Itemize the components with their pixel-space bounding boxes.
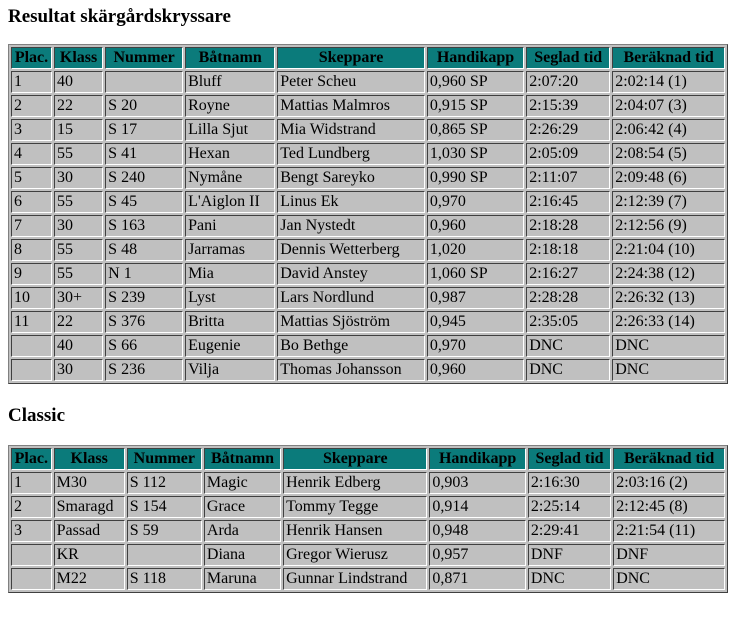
- cell-batnamn: Diana: [204, 544, 281, 566]
- cell-skeppare: Gunnar Lindstrand: [283, 568, 427, 590]
- cell-nummer: N 1: [105, 263, 183, 285]
- cell-plac: 7: [11, 215, 52, 237]
- results-table-skargardskryssare: [8, 44, 728, 384]
- column-header-plac: Plac.: [11, 47, 52, 69]
- cell-plac: 5: [11, 167, 52, 189]
- cell-seglad-tid: DNC: [526, 359, 610, 381]
- table-row: [11, 215, 725, 237]
- column-header-nummer: Nummer: [127, 448, 202, 470]
- cell-seglad-tid: 2:18:28: [526, 215, 610, 237]
- cell-beraknad-tid: DNC: [613, 568, 725, 590]
- cell-klass: 30+: [54, 287, 103, 309]
- table-row: [11, 119, 725, 141]
- cell-skeppare: Lars Nordlund: [277, 287, 425, 309]
- cell-skeppare: Mia Widstrand: [277, 119, 425, 141]
- cell-nummer: S 20: [105, 95, 183, 117]
- cell-handikapp: 0,960 SP: [427, 71, 524, 93]
- table-row: [11, 191, 725, 213]
- table-row: [11, 263, 725, 285]
- cell-handikapp: 0,948: [429, 520, 526, 542]
- cell-handikapp: 1,060 SP: [427, 263, 524, 285]
- results-table-classic: [8, 445, 728, 593]
- cell-handikapp: 0,914: [429, 496, 526, 518]
- cell-beraknad-tid: 2:02:14 (1): [612, 71, 725, 93]
- table-row: [11, 143, 725, 165]
- cell-batnamn: Royne: [185, 95, 275, 117]
- cell-nummer: S 376: [105, 311, 183, 333]
- cell-nummer: S 59: [127, 520, 202, 542]
- cell-beraknad-tid: 2:08:54 (5): [612, 143, 725, 165]
- cell-handikapp: 0,970: [427, 335, 524, 357]
- cell-seglad-tid: 2:16:27: [526, 263, 610, 285]
- cell-plac: [11, 544, 52, 566]
- cell-seglad-tid: DNC: [528, 568, 611, 590]
- cell-handikapp: 0,960: [427, 215, 524, 237]
- cell-seglad-tid: 2:25:14: [528, 496, 611, 518]
- cell-batnamn: Vilja: [185, 359, 275, 381]
- column-header-klass: Klass: [54, 47, 103, 69]
- column-header-seglad-tid: Seglad tid: [526, 47, 610, 69]
- cell-skeppare: Jan Nystedt: [277, 215, 425, 237]
- cell-plac: [11, 568, 52, 590]
- cell-plac: 1: [11, 71, 52, 93]
- table-row: [11, 287, 725, 309]
- cell-batnamn: Grace: [204, 496, 281, 518]
- table-row: [11, 472, 725, 494]
- cell-batnamn: Britta: [185, 311, 275, 333]
- cell-skeppare: Gregor Wierusz: [283, 544, 427, 566]
- cell-beraknad-tid: 2:09:48 (6): [612, 167, 725, 189]
- cell-plac: 1: [11, 472, 52, 494]
- cell-handikapp: 0,871: [429, 568, 526, 590]
- cell-skeppare: Peter Scheu: [277, 71, 425, 93]
- table-header-row: [11, 448, 725, 470]
- cell-plac: 3: [11, 520, 52, 542]
- cell-handikapp: 0,960: [427, 359, 524, 381]
- cell-klass: Smaragd: [54, 496, 125, 518]
- cell-seglad-tid: 2:16:30: [528, 472, 611, 494]
- cell-nummer: S 45: [105, 191, 183, 213]
- cell-beraknad-tid: 2:12:45 (8): [613, 496, 725, 518]
- cell-skeppare: David Anstey: [277, 263, 425, 285]
- cell-skeppare: Bo Bethge: [277, 335, 425, 357]
- cell-beraknad-tid: DNC: [612, 335, 725, 357]
- table-row: [11, 568, 725, 590]
- cell-klass: Passad: [54, 520, 125, 542]
- cell-nummer: S 163: [105, 215, 183, 237]
- cell-plac: 2: [11, 496, 52, 518]
- cell-klass: 30: [54, 167, 103, 189]
- cell-seglad-tid: 2:28:28: [526, 287, 610, 309]
- column-header-nummer: Nummer: [105, 47, 183, 69]
- cell-handikapp: 0,957: [429, 544, 526, 566]
- cell-beraknad-tid: DNF: [613, 544, 725, 566]
- column-header-seglad-tid: Seglad tid: [528, 448, 611, 470]
- cell-seglad-tid: DNC: [526, 335, 610, 357]
- cell-handikapp: 0,990 SP: [427, 167, 524, 189]
- cell-batnamn: Hexan: [185, 143, 275, 165]
- cell-plac: 11: [11, 311, 52, 333]
- cell-plac: 4: [11, 143, 52, 165]
- cell-plac: [11, 359, 52, 381]
- cell-klass: 15: [54, 119, 103, 141]
- cell-beraknad-tid: 2:26:33 (14): [612, 311, 725, 333]
- column-header-skeppare: Skeppare: [283, 448, 427, 470]
- cell-batnamn: L'Aiglon II: [185, 191, 275, 213]
- table-row: [11, 311, 725, 333]
- cell-nummer: S 41: [105, 143, 183, 165]
- column-header-plac: Plac.: [11, 448, 52, 470]
- cell-batnamn: Mia: [185, 263, 275, 285]
- column-header-handikapp: Handikapp: [429, 448, 526, 470]
- column-header-beraknad-tid: Beräknad tid: [613, 448, 725, 470]
- cell-batnamn: Nymåne: [185, 167, 275, 189]
- cell-klass: 22: [54, 311, 103, 333]
- cell-klass: 40: [54, 71, 103, 93]
- cell-skeppare: Henrik Hansen: [283, 520, 427, 542]
- cell-nummer: S 239: [105, 287, 183, 309]
- cell-klass: 30: [54, 359, 103, 381]
- cell-nummer: S 17: [105, 119, 183, 141]
- cell-beraknad-tid: DNC: [612, 359, 725, 381]
- cell-handikapp: 1,020: [427, 239, 524, 261]
- cell-handikapp: 0,945: [427, 311, 524, 333]
- cell-skeppare: Dennis Wetterberg: [277, 239, 425, 261]
- table-row: [11, 359, 725, 381]
- cell-skeppare: Ted Lundberg: [277, 143, 425, 165]
- cell-seglad-tid: 2:05:09: [526, 143, 610, 165]
- cell-klass: KR: [54, 544, 125, 566]
- cell-klass: 55: [54, 191, 103, 213]
- cell-seglad-tid: 2:26:29: [526, 119, 610, 141]
- cell-plac: 3: [11, 119, 52, 141]
- cell-handikapp: 0,970: [427, 191, 524, 213]
- cell-seglad-tid: 2:15:39: [526, 95, 610, 117]
- cell-seglad-tid: 2:16:45: [526, 191, 610, 213]
- column-header-skeppare: Skeppare: [277, 47, 425, 69]
- cell-seglad-tid: 2:07:20: [526, 71, 610, 93]
- cell-batnamn: Maruna: [204, 568, 281, 590]
- table-row: [11, 520, 725, 542]
- cell-klass: 30: [54, 215, 103, 237]
- cell-beraknad-tid: 2:21:04 (10): [612, 239, 725, 261]
- cell-klass: 40: [54, 335, 103, 357]
- cell-skeppare: Thomas Johansson: [277, 359, 425, 381]
- cell-batnamn: Eugenie: [185, 335, 275, 357]
- cell-nummer: [105, 71, 183, 93]
- cell-nummer: S 66: [105, 335, 183, 357]
- cell-plac: 8: [11, 239, 52, 261]
- cell-batnamn: Lilla Sjut: [185, 119, 275, 141]
- cell-skeppare: Bengt Sareyko: [277, 167, 425, 189]
- cell-handikapp: 0,987: [427, 287, 524, 309]
- cell-skeppare: Mattias Malmros: [277, 95, 425, 117]
- cell-nummer: S 118: [127, 568, 202, 590]
- column-header-klass: Klass: [54, 448, 125, 470]
- table-header-row: [11, 47, 725, 69]
- cell-seglad-tid: DNF: [528, 544, 611, 566]
- cell-beraknad-tid: 2:12:39 (7): [612, 191, 725, 213]
- column-header-batnamn: Båtnamn: [204, 448, 281, 470]
- table-row: [11, 71, 725, 93]
- cell-beraknad-tid: 2:06:42 (4): [612, 119, 725, 141]
- cell-batnamn: Pani: [185, 215, 275, 237]
- cell-klass: 55: [54, 143, 103, 165]
- table-row: [11, 167, 725, 189]
- cell-beraknad-tid: 2:21:54 (11): [613, 520, 725, 542]
- cell-batnamn: Bluff: [185, 71, 275, 93]
- cell-skeppare: Henrik Edberg: [283, 472, 427, 494]
- cell-handikapp: 0,915 SP: [427, 95, 524, 117]
- cell-skeppare: Linus Ek: [277, 191, 425, 213]
- cell-batnamn: Jarramas: [185, 239, 275, 261]
- cell-nummer: S 48: [105, 239, 183, 261]
- cell-batnamn: Magic: [204, 472, 281, 494]
- cell-plac: 2: [11, 95, 52, 117]
- table-row: [11, 335, 725, 357]
- cell-beraknad-tid: 2:12:56 (9): [612, 215, 725, 237]
- section-title-skargardskryssare: Resultat skärgårdskryssare: [8, 6, 231, 27]
- cell-klass: 55: [54, 263, 103, 285]
- cell-nummer: [127, 544, 202, 566]
- cell-skeppare: Mattias Sjöström: [277, 311, 425, 333]
- cell-batnamn: Arda: [204, 520, 281, 542]
- cell-nummer: S 154: [127, 496, 202, 518]
- table-row: [11, 239, 725, 261]
- cell-skeppare: Tommy Tegge: [283, 496, 427, 518]
- cell-nummer: S 240: [105, 167, 183, 189]
- column-header-beraknad-tid: Beräknad tid: [612, 47, 725, 69]
- cell-beraknad-tid: 2:03:16 (2): [613, 472, 725, 494]
- cell-klass: M22: [54, 568, 125, 590]
- section-title-classic: Classic: [8, 405, 65, 426]
- cell-seglad-tid: 2:29:41: [528, 520, 611, 542]
- cell-seglad-tid: 2:35:05: [526, 311, 610, 333]
- cell-batnamn: Lyst: [185, 287, 275, 309]
- cell-handikapp: 0,903: [429, 472, 526, 494]
- cell-seglad-tid: 2:11:07: [526, 167, 610, 189]
- cell-plac: 10: [11, 287, 52, 309]
- cell-klass: 55: [54, 239, 103, 261]
- cell-beraknad-tid: 2:04:07 (3): [612, 95, 725, 117]
- cell-nummer: S 112: [127, 472, 202, 494]
- cell-nummer: S 236: [105, 359, 183, 381]
- cell-handikapp: 1,030 SP: [427, 143, 524, 165]
- cell-klass: 22: [54, 95, 103, 117]
- column-header-batnamn: Båtnamn: [185, 47, 275, 69]
- cell-beraknad-tid: 2:24:38 (12): [612, 263, 725, 285]
- column-header-handikapp: Handikapp: [427, 47, 524, 69]
- cell-plac: 6: [11, 191, 52, 213]
- table-row: [11, 496, 725, 518]
- cell-plac: 9: [11, 263, 52, 285]
- cell-seglad-tid: 2:18:18: [526, 239, 610, 261]
- cell-beraknad-tid: 2:26:32 (13): [612, 287, 725, 309]
- cell-handikapp: 0,865 SP: [427, 119, 524, 141]
- cell-plac: [11, 335, 52, 357]
- table-row: [11, 544, 725, 566]
- cell-klass: M30: [54, 472, 125, 494]
- table-row: [11, 95, 725, 117]
